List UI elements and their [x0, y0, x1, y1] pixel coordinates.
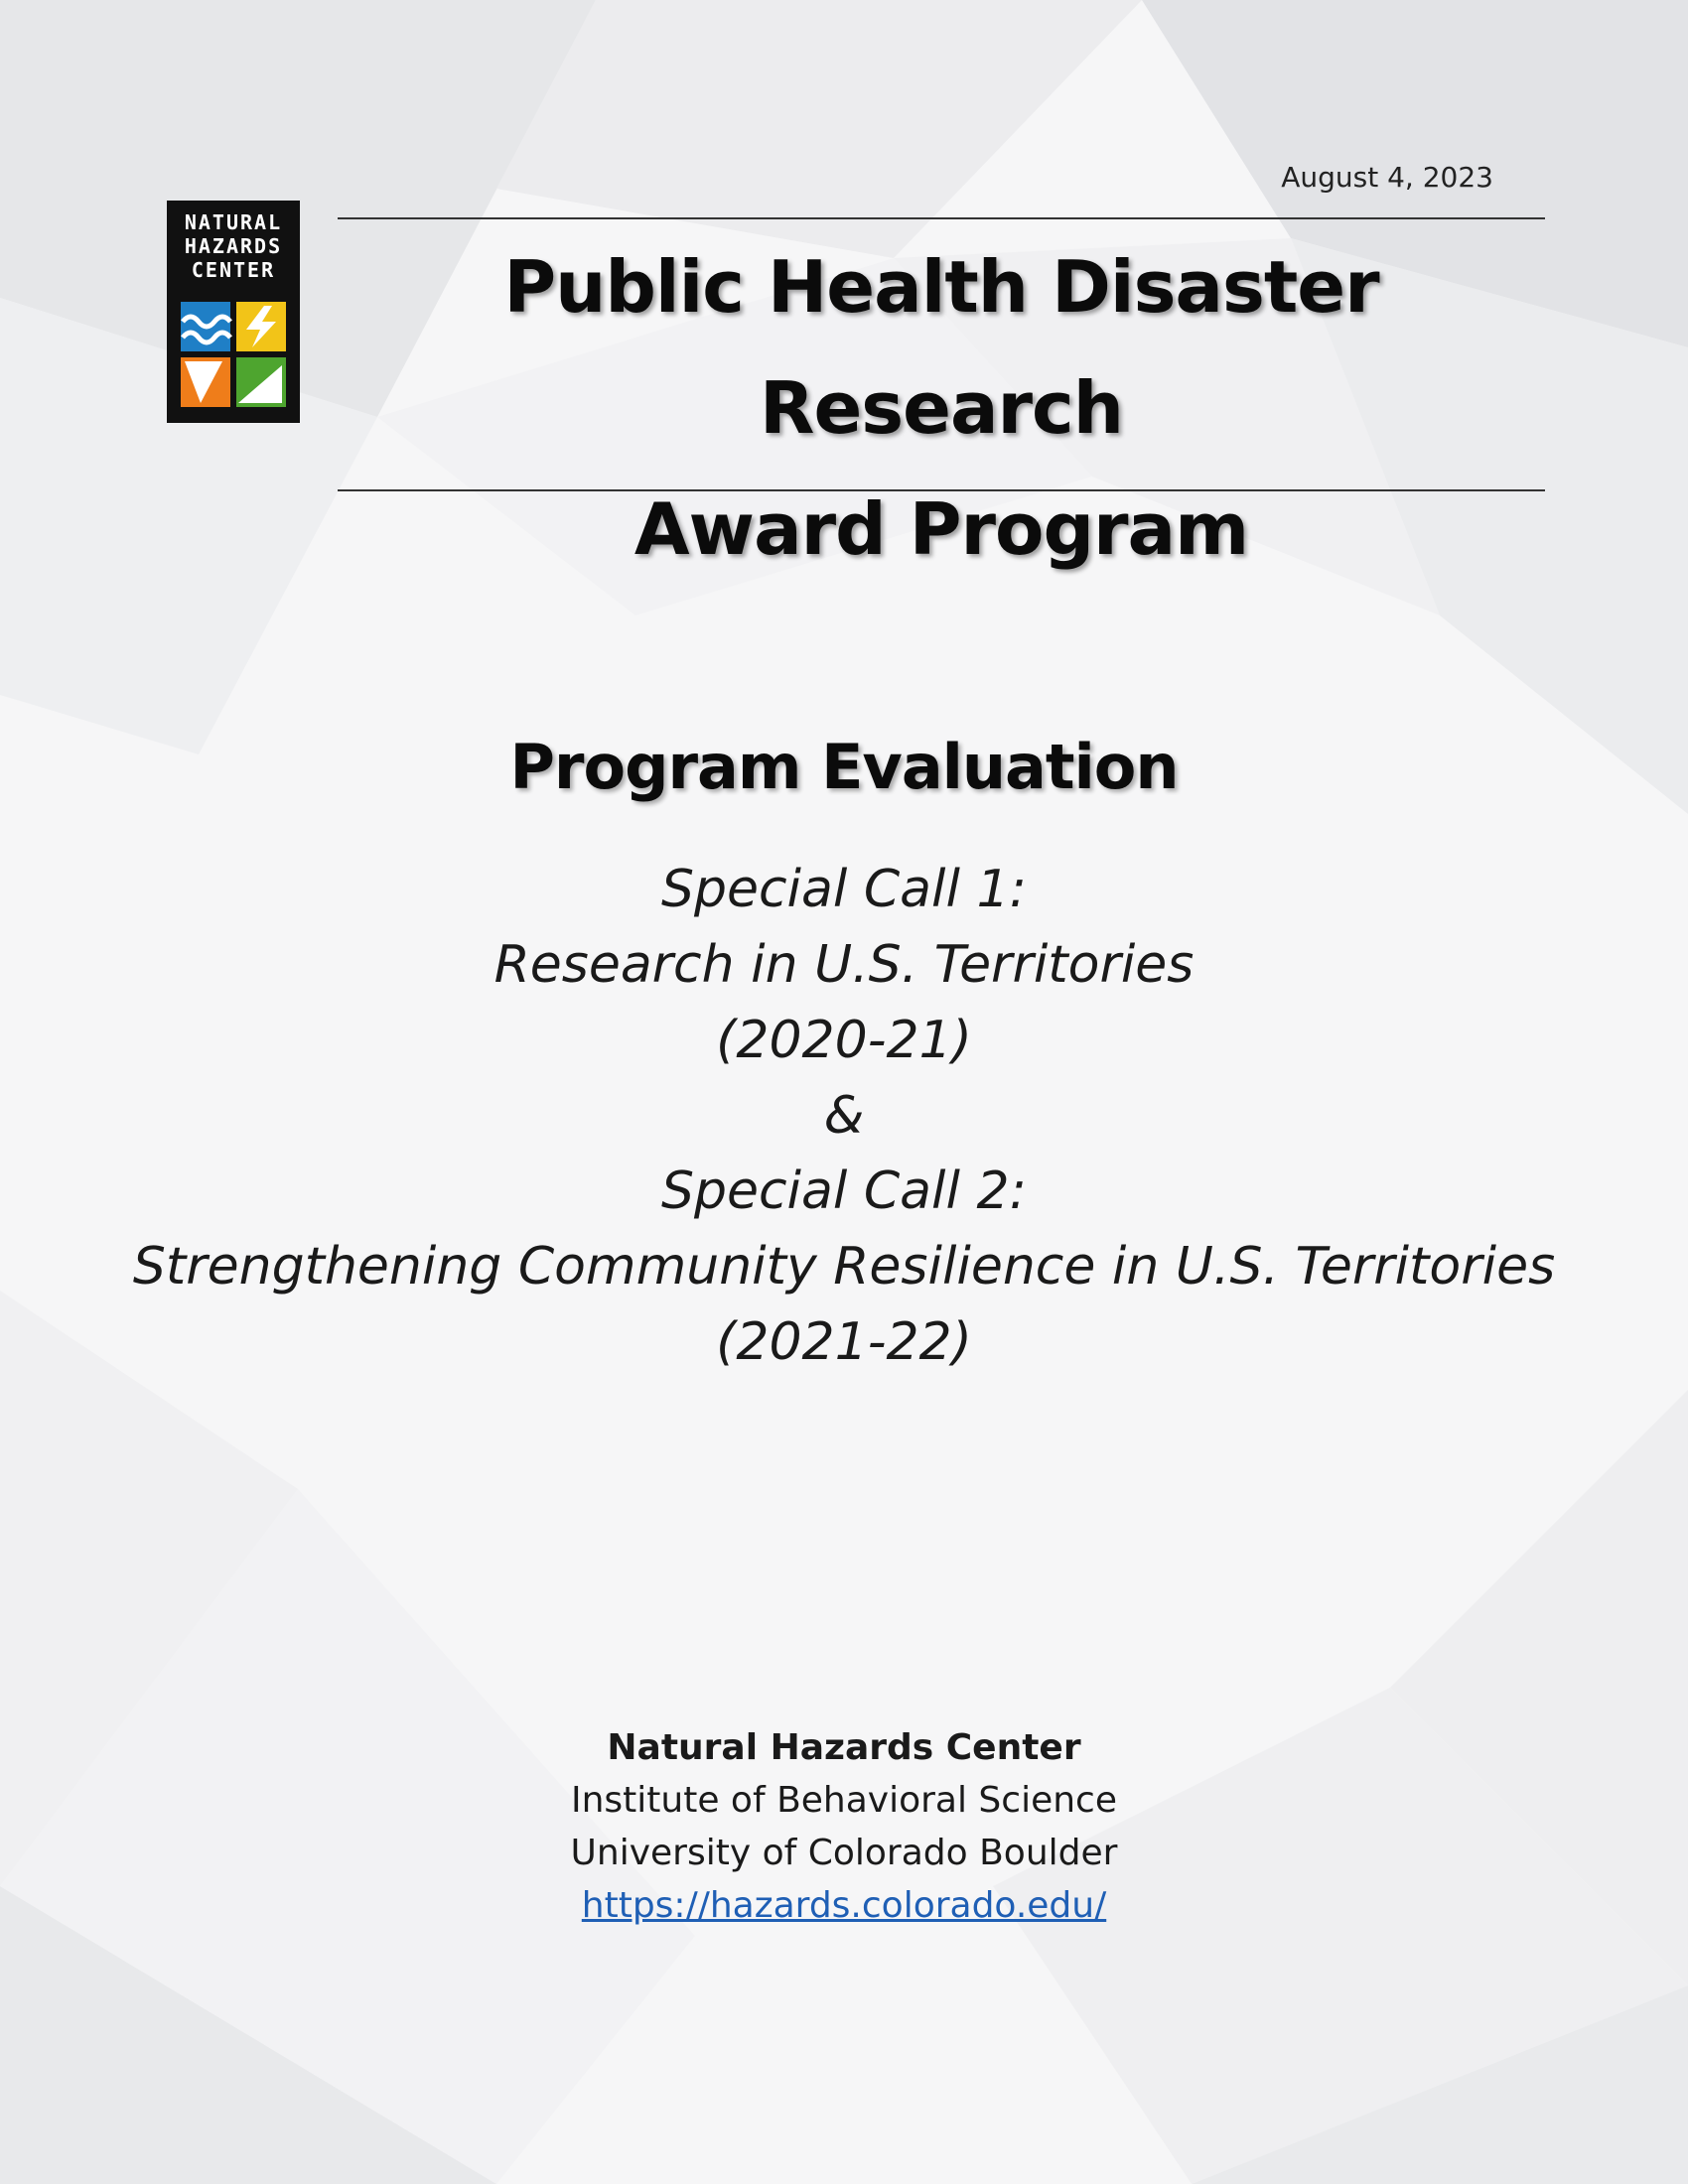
call-line: (2020-21)	[716, 1011, 972, 1070]
page-title	[338, 226, 1545, 590]
organization-name: Natural Hazards Center	[607, 1727, 1081, 1768]
title-bottom-divider	[338, 489, 1545, 491]
call-line: &	[823, 1086, 865, 1146]
title-line: Public Health Disaster Research	[503, 245, 1379, 450]
call-line: Special Call 1:	[660, 860, 1028, 919]
title-line: Award Program	[633, 487, 1249, 571]
logo-text-line: NATURAL	[184, 210, 283, 234]
logo-text-line: CENTER	[191, 258, 276, 282]
call-line: Research in U.S. Territories	[493, 935, 1195, 995]
footer	[0, 1721, 1688, 1932]
title-top-divider	[338, 217, 1545, 219]
special-calls	[0, 852, 1688, 1380]
call-line: Strengthening Community Resilience in U.S. Territories	[132, 1237, 1556, 1297]
logo-text-line: HAZARDS	[184, 234, 283, 258]
call-line: (2021-22)	[716, 1312, 972, 1372]
logo-text	[167, 210, 300, 282]
university-name: University of Colorado Boulder	[570, 1833, 1118, 1873]
natural-hazards-center-logo	[167, 201, 300, 423]
call-line: Special Call 2:	[660, 1161, 1028, 1221]
document-date: August 4, 2023	[1281, 161, 1493, 194]
logo-hazard-tiles-icon	[179, 300, 288, 409]
institute-name: Institute of Behavioral Science	[570, 1780, 1117, 1821]
section-title: Program Evaluation	[509, 731, 1179, 803]
website-link[interactable]: https://hazards.colorado.edu/	[581, 1885, 1107, 1926]
